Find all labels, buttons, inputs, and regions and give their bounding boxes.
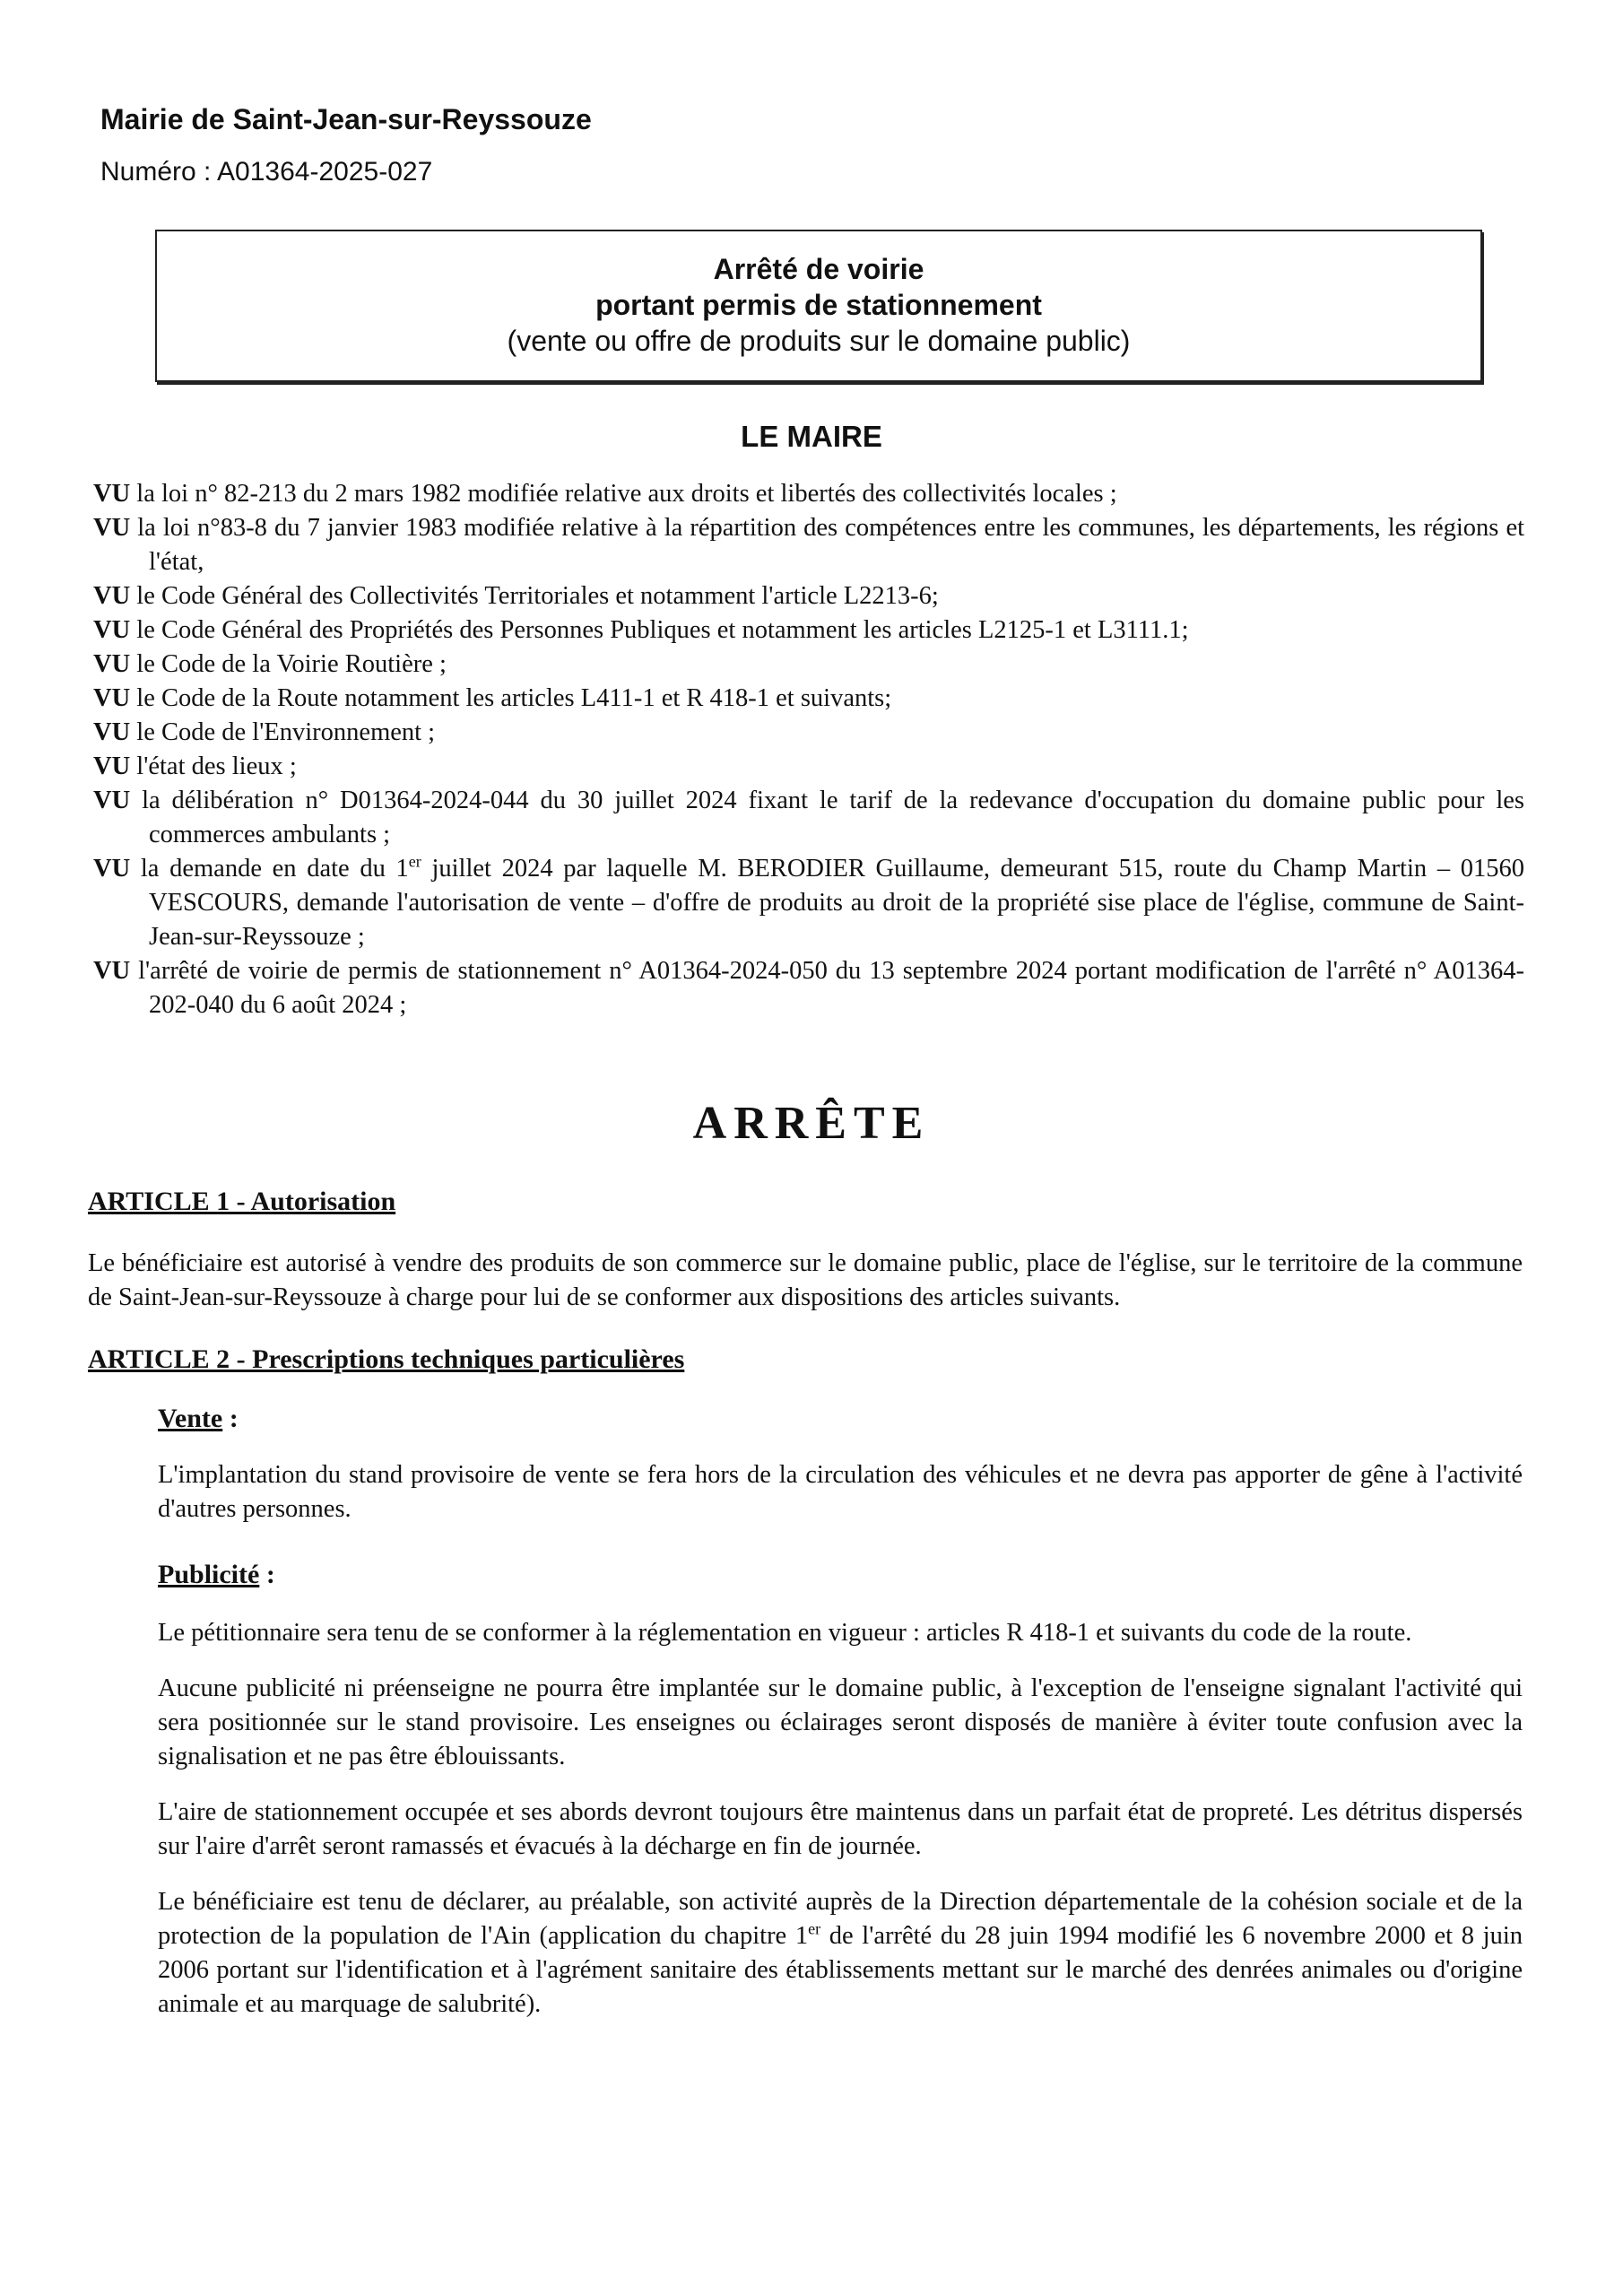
vu-item	[93, 648, 1524, 682]
mairie-name: Mairie de Saint-Jean-sur-Reyssouze	[100, 103, 592, 135]
vu-label: VU	[93, 684, 131, 712]
publicite-paragraph-1: Le pétitionnaire sera tenu de se conformer à la réglementation en vigueur : articles R 418-1 et suivants du code de la route.	[158, 1619, 1412, 1647]
superscript: er	[808, 1919, 821, 1938]
vu-item	[93, 613, 1524, 648]
arrete-heading: ARRÊTE	[692, 1098, 931, 1149]
vu-label: VU	[93, 787, 131, 814]
title-line-2: portant permis de stationnement	[595, 289, 1042, 321]
vu-label: VU	[93, 616, 131, 644]
vente-subtitle	[158, 1401, 1523, 1437]
vu-item-demande	[93, 852, 1524, 954]
publicite-paragraph-2: Aucune publicité ni préenseigne ne pourra être implantée sur le domaine public, à l'exception de l'enseigne signalant l'activité qui sera positionnée sur le stand provisoire. Les enseignes ou éclairages seront disposés de manière à éviter toute confusion avec la signalisation et ne pas être éblouissants.	[158, 1674, 1523, 1770]
vu-list	[93, 477, 1524, 1022]
vu-text: le Code de la Voirie Routière ;	[136, 650, 447, 678]
vu-text: la loi n° 82-213 du 2 mars 1982 modifiée relative aux droits et libertés des collectivités locales ;	[136, 480, 1117, 508]
publicite-subtitle	[158, 1557, 1523, 1593]
vu-item	[93, 579, 1524, 613]
publicite-paragraph-3: L'aire de stationnement occupée et ses abords devront toujours être maintenus dans un parfait état de propreté. Les détritus dispersés sur l'aire d'arrêt seront ramassés et évacués à la décharge en fin de journée.	[158, 1798, 1523, 1860]
title-line-3: (vente ou offre de produits sur le domaine public)	[507, 325, 1131, 357]
vente-text: L'implantation du stand provisoire de vente se fera hors de la circulation des véhicules et ne devra pas apporter de gêne à l'activité d'autres personnes.	[158, 1461, 1523, 1523]
publicite-paragraph-4	[158, 1885, 1523, 2022]
vu-label: VU	[93, 752, 131, 780]
vu-item	[93, 477, 1524, 511]
title-line-1: Arrêté de voirie	[713, 253, 924, 285]
article-2-content	[158, 1401, 1523, 2022]
vu-text: juillet 2024 par laquelle M. BERODIER Guillaume, demeurant 515, route du Champ Martin – 01560 VESCOURS, demande l'autorisation de vente – d'offre de produits au droit de la propriété sise place de l'église, commune de Saint-Jean-sur-Reyssouze ;	[149, 855, 1524, 951]
vu-text: la délibération n° D01364-2024-044 du 30 juillet 2024 fixant le tarif de la redevance d'occupation du domaine public pour les commerces ambulants ;	[142, 787, 1524, 848]
vu-item	[93, 716, 1524, 750]
vu-label: VU	[93, 650, 131, 678]
vu-item	[93, 750, 1524, 784]
vu-text: le Code Général des Collectivités Territoriales et notamment l'article L2213-6;	[136, 582, 939, 610]
vu-item	[93, 954, 1524, 1022]
paragraph-text: Le bénéficiaire est tenu de déclarer, au préalable, son activité auprès de la Direction départementale de la cohésion sociale et de la protection de la population de l'Ain (application du chapitre 1	[158, 1888, 1523, 1950]
vu-label: VU	[93, 855, 131, 883]
paragraph-text: de l'arrêté du 28 juin 1994 modifié les 6 novembre 2000 et 8 juin 2006 portant sur l'identification et à l'agrément sanitaire des établissements mettant sur le marché des denrées animales ou d'origine animale et au marquage de salubrité).	[158, 1922, 1523, 2018]
colon: :	[259, 1560, 275, 1589]
superscript: er	[408, 852, 421, 871]
article-1-title: ARTICLE 1 - Autorisation	[88, 1187, 396, 1216]
article-1-text: Le bénéficiaire est autorisé à vendre des produits de son commerce sur le domaine public, place de l'église, sur le territoire de la commune de Saint-Jean-sur-Reyssouze à charge pour lui de se conformer aux dispositions des articles suivants.	[88, 1249, 1523, 1311]
vu-label: VU	[93, 957, 131, 985]
article-2-title: ARTICLE 2 - Prescriptions techniques particulières	[88, 1344, 685, 1374]
vu-label: VU	[93, 718, 131, 746]
vu-label: VU	[93, 582, 131, 610]
publicite-subtitle-text: Publicité	[158, 1560, 260, 1589]
vu-label: VU	[93, 480, 131, 508]
title-box	[155, 230, 1482, 382]
vu-item	[93, 511, 1524, 579]
articles-body	[88, 1184, 1523, 2022]
colon: :	[222, 1404, 239, 1433]
vu-text: l'arrêté de voirie de permis de stationnement n° A01364-2024-050 du 13 septembre 2024 portant modification de l'arrêté n° A01364-202-040 du 6 août 2024 ;	[138, 957, 1525, 1019]
vu-text: le Code Général des Propriétés des Personnes Publiques et notamment les articles L2125-1 et L3111.1;	[136, 616, 1189, 644]
vu-item	[93, 682, 1524, 716]
vu-text: le Code de l'Environnement ;	[136, 718, 436, 746]
vu-text: le Code de la Route notamment les articles L411-1 et R 418-1 et suivants;	[136, 684, 892, 712]
vente-subtitle-text: Vente	[158, 1404, 223, 1433]
document-number: Numéro : A01364-2025-027	[100, 157, 433, 187]
vu-text: la demande en date du 1	[140, 855, 409, 883]
le-maire-heading: LE MAIRE	[741, 420, 882, 453]
vu-label: VU	[93, 514, 131, 542]
vu-item	[93, 784, 1524, 852]
document-header	[100, 100, 592, 190]
vu-text: l'état des lieux ;	[136, 752, 297, 780]
vu-text: la loi n°83-8 du 7 janvier 1983 modifiée relative à la répartition des compétences entre les communes, les départements, les régions et l'état,	[137, 514, 1525, 576]
